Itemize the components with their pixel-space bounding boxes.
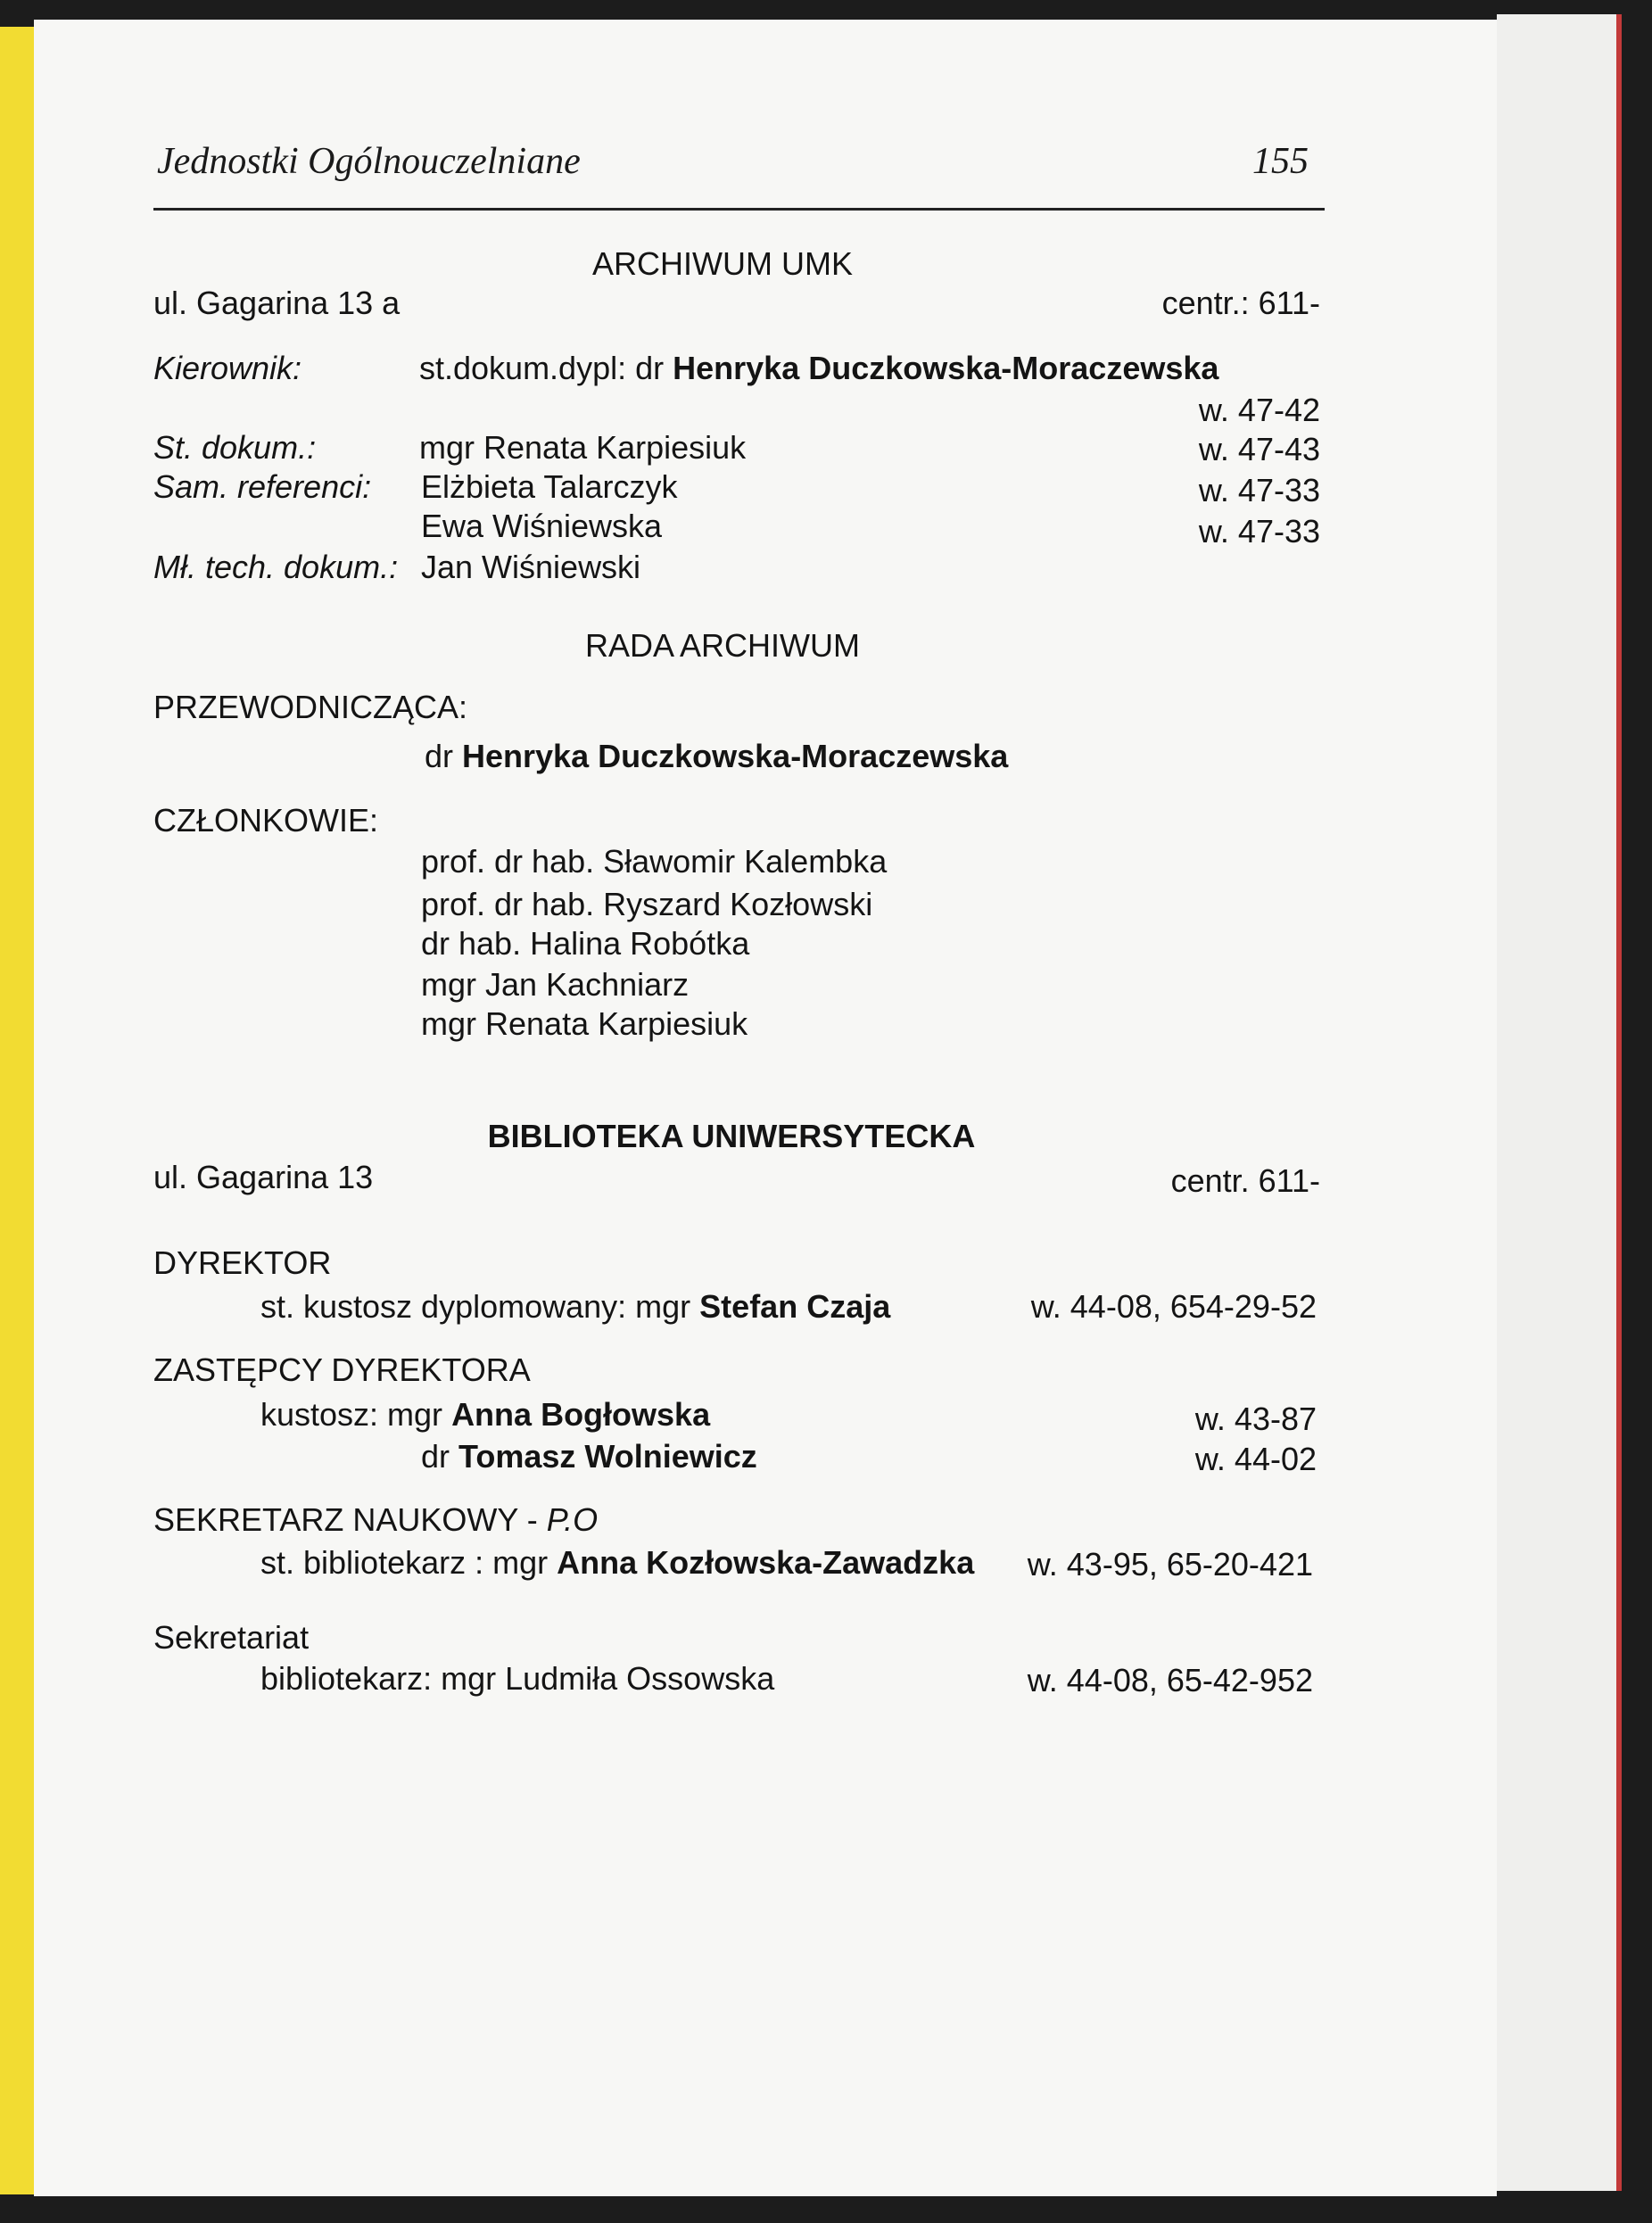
- rada-members-label: CZŁONKOWIE:: [153, 802, 379, 839]
- staff-sam-referenci-2-phone: w. 47-33: [1198, 513, 1320, 550]
- staff-role-sam-referenci: Sam. referenci:: [153, 468, 372, 505]
- office-phone: w. 44-08, 65-42-952: [1027, 1662, 1313, 1698]
- archiwum-address: ul. Gagarina 13 a: [153, 285, 401, 321]
- running-header: Jednostki Ogólnouczelniane: [157, 141, 581, 182]
- secretary: st. bibliotekarz : mgr Anna Kozłowska-Zawadzka: [260, 1544, 975, 1581]
- staff-ml-tech: Jan Wiśniewski: [421, 549, 641, 585]
- staff-sam-referenci-1-phone: w. 47-33: [1198, 472, 1320, 508]
- cover-edge: [1616, 14, 1622, 2191]
- rada-member: prof. dr hab. Sławomir Kalembka: [421, 843, 888, 880]
- deputies-label: ZASTĘPCY DYREKTORA: [153, 1351, 531, 1388]
- deputy-2: dr Tomasz Wolniewicz: [421, 1438, 757, 1475]
- staff-role-st-dokum: St. dokum.:: [153, 429, 317, 466]
- director-label: DYREKTOR: [153, 1244, 332, 1281]
- rada-title: RADA ARCHIWUM: [584, 627, 861, 664]
- rada-chair: dr Henryka Duczkowska-Moraczewska: [425, 738, 1009, 774]
- staff-kierownik: st.dokum.dypl: dr Henryka Duczkowska-Moraczewska: [419, 350, 1219, 386]
- secretary-label: SEKRETARZ NAUKOWY - P.O: [153, 1501, 599, 1538]
- staff-st-dokum: mgr Renata Karpiesiuk: [419, 429, 747, 466]
- rada-member: mgr Jan Kachniarz: [421, 966, 690, 1003]
- deputy-1: kustosz: mgr Anna Bogłowska: [260, 1396, 711, 1433]
- staff-kierownik-phone: w. 47-42: [1198, 392, 1320, 428]
- rada-member: prof. dr hab. Ryszard Kozłowski: [421, 886, 873, 922]
- archiwum-central: centr.: 611-: [1161, 285, 1320, 321]
- header-rule: [153, 208, 1325, 211]
- document-page: [34, 20, 1497, 2196]
- biblioteka-address: ul. Gagarina 13: [153, 1159, 374, 1195]
- staff-sam-referenci-2: Ewa Wiśniewska: [421, 508, 663, 544]
- page-number: 155: [1252, 141, 1309, 182]
- next-page-edge: [1497, 14, 1622, 2191]
- biblioteka-title: BIBLIOTEKA UNIWERSYTECKA: [487, 1118, 976, 1154]
- deputy-2-phone: w. 44-02: [1194, 1441, 1317, 1477]
- staff-role-kierownik: Kierownik:: [153, 350, 302, 386]
- binding-edge: [0, 27, 34, 2194]
- rada-chair-label: PRZEWODNICZĄCA:: [153, 689, 468, 725]
- office-label: Sekretariat: [153, 1619, 310, 1656]
- staff-sam-referenci-1: Elżbieta Talarczyk: [421, 468, 678, 505]
- rada-member: dr hab. Halina Robótka: [421, 925, 750, 962]
- archiwum-title: ARCHIWUM UMK: [592, 245, 853, 282]
- deputy-1-phone: w. 43-87: [1194, 1401, 1317, 1437]
- secretary-phone: w. 43-95, 65-20-421: [1027, 1546, 1313, 1583]
- director-phone: w. 44-08, 654-29-52: [1030, 1288, 1317, 1325]
- staff-st-dokum-phone: w. 47-43: [1198, 431, 1320, 467]
- director: st. kustosz dyplomowany: mgr Stefan Czaja: [260, 1288, 891, 1325]
- biblioteka-central: centr. 611-: [1170, 1162, 1320, 1199]
- staff-role-ml-tech: Mł. tech. dokum.:: [153, 549, 399, 585]
- rada-member: mgr Renata Karpiesiuk: [421, 1005, 748, 1042]
- office-person: bibliotekarz: mgr Ludmiła Ossowska: [260, 1660, 775, 1697]
